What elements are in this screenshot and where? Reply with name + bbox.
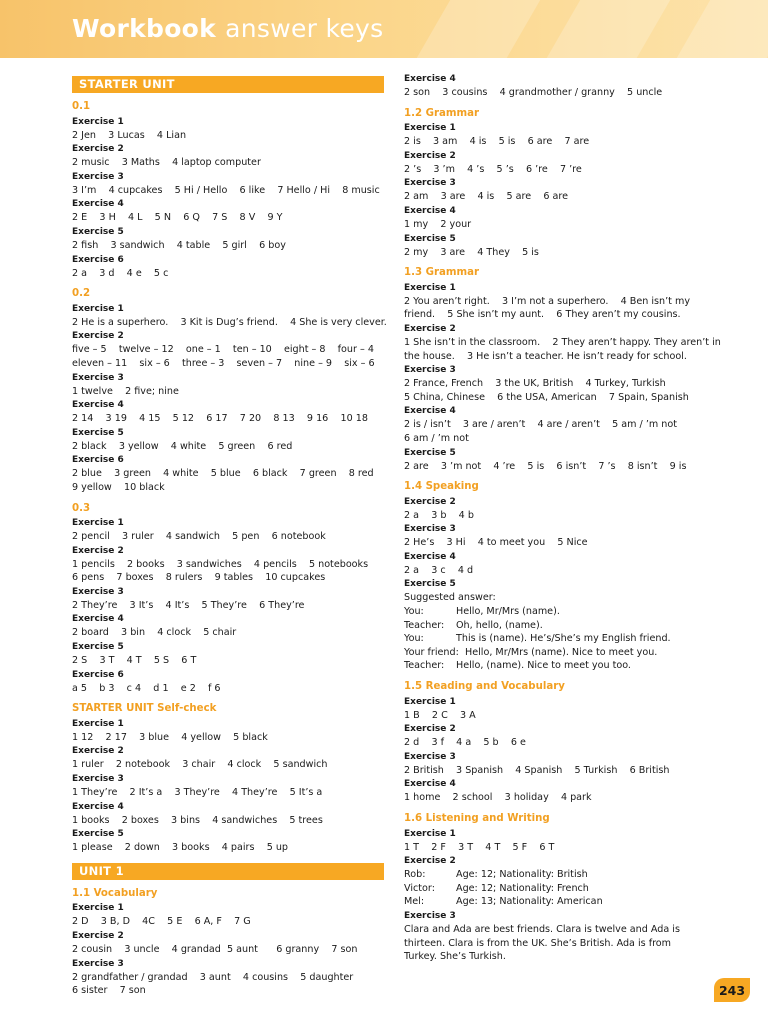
section-heading: 1.2 Grammar <box>404 107 479 119</box>
exercise-label: Exercise 4 <box>404 205 456 216</box>
exercise-label: Exercise 3 <box>404 751 456 762</box>
exercise-label: Exercise 1 <box>72 303 124 314</box>
section-heading: 1.6 Listening and Writing <box>404 813 550 824</box>
banner-stripe <box>528 0 682 58</box>
answer-line: 2 grandfather / grandad 3 aunt 4 cousins 5 daughter <box>72 971 354 983</box>
answer-line: 2 a 3 d 4 e 5 c <box>72 267 169 279</box>
page-title <box>72 14 383 43</box>
left-column <box>72 72 387 998</box>
exercise-label: Exercise 1 <box>404 696 456 707</box>
exercise-label: Exercise 3 <box>72 171 124 182</box>
exercise-label: Exercise 2 <box>72 144 124 155</box>
answer-line: 2 my 3 are 4 They 5 is <box>404 246 539 258</box>
unit-heading: STARTER UNIT <box>72 76 384 93</box>
exercise-label: Exercise 5 <box>72 226 124 237</box>
person-label: Victor: <box>404 882 435 894</box>
exercise-label: Exercise 2 <box>404 496 456 507</box>
exercise-label: Exercise 4 <box>72 614 124 625</box>
answer-line: 2 son 3 cousins 4 grandmother / granny 5 uncle <box>404 87 663 98</box>
exercise-label: Exercise 4 <box>404 74 456 84</box>
title-light: answer keys <box>225 14 384 43</box>
answer-line: 2 d 3 f 4 a 5 b 6 e <box>404 737 526 749</box>
exercise-label: Exercise 3 <box>72 774 124 785</box>
exercise-label: Exercise 2 <box>72 331 124 342</box>
exercise-label: Exercise 1 <box>72 116 124 127</box>
answer-line: 2 am 3 are 4 is 5 are 6 are <box>404 191 568 203</box>
section-heading: 0.1 <box>72 101 91 112</box>
exercise-label: Exercise 3 <box>404 524 456 535</box>
answer-paragraph: Clara and Ada are best friends. Clara is twelve and Ada is thirteen. Clara is from the UK. She’s British. Ada is from Turkey. She’s Turkish. <box>404 923 684 963</box>
answer-line: 2 You aren’t right. 3 I’m not a superhero. 4 Ben isn’t my <box>404 295 691 307</box>
dialogue-text: Oh, hello, (name). <box>456 619 543 631</box>
answer-line: 2 They’re 3 It’s 4 It’s 5 They’re 6 They’re <box>72 599 305 611</box>
answer-line: 2 pencil 3 ruler 4 sandwich 5 pen 6 notebook <box>72 531 326 543</box>
exercise-label: Exercise 5 <box>72 642 124 653</box>
dialogue-text: Hello, Mr/Mrs (name). <box>456 606 560 618</box>
exercise-label: Exercise 3 <box>404 178 456 189</box>
answer-line: 6 am / ’m not <box>404 432 469 444</box>
dialogue-text: This is (name). He’s/She’s my English friend. <box>456 633 671 645</box>
dialogue-line <box>404 659 704 673</box>
exercise-label: Exercise 3 <box>72 958 124 969</box>
answer-line: a 5 b 3 c 4 d 1 e 2 f 6 <box>72 682 221 694</box>
right-column <box>404 72 721 964</box>
answer-line: 6 pens 7 boxes 8 rulers 9 tables 10 cupcakes <box>72 572 326 584</box>
answer-line: 2 black 3 yellow 4 white 5 green 6 red <box>72 440 293 452</box>
answer-line: 2 board 3 bin 4 clock 5 chair <box>72 627 237 639</box>
answer-line: 2 cousin 3 uncle 4 grandad 5 aunt 6 granny 7 son <box>72 944 358 955</box>
answer-line: 1 books 2 boxes 3 bins 4 sandwiches 5 trees <box>72 814 323 826</box>
exercise-label: Exercise 5 <box>404 447 456 458</box>
answer-line: the house. 3 He isn’t a teacher. He isn’t ready for school. <box>404 350 687 362</box>
answer-line: 2 is 3 am 4 is 5 is 6 are 7 are <box>404 136 590 148</box>
answer-line: 2 ’s 3 ’m 4 ’s 5 ’s 6 ’re 7 ’re <box>404 163 582 175</box>
answer-line: 1 T 2 F 3 T 4 T 5 F 6 T <box>404 841 555 853</box>
answer-line: 1 pencils 2 books 3 sandwiches 4 pencils 5 notebooks <box>72 558 369 570</box>
answer-line: five – 5 twelve – 12 one – 1 ten – 10 eight – 8 four – 4 <box>72 344 374 356</box>
answer-line: 3 I’m 4 cupcakes 5 Hi / Hello 6 like 7 Hello / Hi 8 music <box>72 184 380 196</box>
answer-line: 1 my 2 your <box>404 218 472 230</box>
exercise-label: Exercise 6 <box>72 254 124 265</box>
answer-line: 2 are 3 ’m not 4 ’re 5 is 6 isn’t 7 ’s 8 isn’t 9 is <box>404 460 687 472</box>
dialogue-text: Hello, (name). Nice to meet you too. <box>456 660 631 672</box>
profile-line <box>404 868 704 882</box>
exercise-label: Exercise 4 <box>404 551 456 562</box>
answer-line: 2 a 3 c 4 d <box>404 564 474 576</box>
answer-line: 1 home 2 school 3 holiday 4 park <box>404 792 592 804</box>
exercise-label: Exercise 1 <box>72 903 124 914</box>
answer-line: friend. 5 She isn’t my aunt. 6 They aren’t my cousins. <box>404 309 681 321</box>
dialogue-line <box>404 632 704 646</box>
page-number: 243 <box>714 978 750 1002</box>
banner-stripe <box>398 0 552 58</box>
speaker-label: Your friend: <box>404 646 459 658</box>
answer-line: 9 yellow 10 black <box>72 481 165 493</box>
answer-line: 1 B 2 C 3 A <box>404 709 476 721</box>
section-heading: 1.1 Vocabulary <box>72 887 158 899</box>
answer-line: 1 ruler 2 notebook 3 chair 4 clock 5 sandwich <box>72 759 328 771</box>
profile-text: Age: 13; Nationality: American <box>456 896 603 908</box>
answer-line: 2 Jen 3 Lucas 4 Lian <box>72 129 187 141</box>
banner-stripe <box>658 0 768 58</box>
profile-line <box>404 882 704 896</box>
person-label: Rob: <box>404 869 426 881</box>
exercise-label: Exercise 4 <box>72 400 124 411</box>
exercise-label: Exercise 4 <box>404 406 456 417</box>
exercise-label: Exercise 1 <box>404 282 456 293</box>
answer-line: 2 S 3 T 4 T 5 S 6 T <box>72 655 197 667</box>
exercise-label: Exercise 2 <box>404 150 456 161</box>
answer-line: 5 China, Chinese 6 the USA, American 7 Spain, Spanish <box>404 391 689 403</box>
section-heading: 1.5 Reading and Vocabulary <box>404 681 565 693</box>
exercise-label: Exercise 5 <box>404 233 456 244</box>
profile-text: Age: 12; Nationality: British <box>456 869 588 881</box>
exercise-label: Exercise 3 <box>404 365 456 376</box>
answer-line: 1 They’re 2 It’s a 3 They’re 4 They’re 5 It’s a <box>72 787 323 799</box>
section-heading: 0.2 <box>72 288 91 300</box>
answer-line: 2 music 3 Maths 4 laptop computer <box>72 157 261 169</box>
exercise-label: Exercise 3 <box>72 372 124 383</box>
title-bold: Workbook <box>72 14 217 43</box>
exercise-label: Exercise 1 <box>404 123 456 134</box>
answer-line: eleven – 11 six – 6 three – 3 seven – 7 nine – 9 six – 6 <box>72 357 375 369</box>
header-banner <box>0 0 768 58</box>
speaker-label: Teacher: <box>404 660 445 672</box>
speaker-label: Teacher: <box>404 619 445 631</box>
exercise-label: Exercise 2 <box>404 856 456 867</box>
profile-text: Age: 12; Nationality: French <box>456 882 589 894</box>
exercise-label: Exercise 3 <box>72 586 124 597</box>
answer-line: 1 please 2 down 3 books 4 pairs 5 up <box>72 842 289 854</box>
section-heading: 1.4 Speaking <box>404 481 479 493</box>
exercise-label: Exercise 4 <box>404 779 456 790</box>
section-heading: 0.3 <box>72 502 91 514</box>
answer-line: 1 twelve 2 five; nine <box>72 385 179 397</box>
answer-line: Suggested answer: <box>404 592 496 604</box>
answer-line: 2 He’s 3 Hi 4 to meet you 5 Nice <box>404 537 588 549</box>
exercise-label: Exercise 6 <box>72 669 124 680</box>
section-heading: 1.3 Grammar <box>404 267 479 279</box>
answer-line: 2 fish 3 sandwich 4 table 5 girl 6 boy <box>72 239 286 251</box>
exercise-label: Exercise 6 <box>72 455 124 466</box>
answer-line: 2 He is a superhero. 3 Kit is Dug’s friend. 4 She is very clever. <box>72 316 387 328</box>
exercise-label: Exercise 5 <box>72 427 124 438</box>
exercise-label: Exercise 4 <box>72 199 124 210</box>
speaker-label: You: <box>404 633 424 645</box>
exercise-label: Exercise 2 <box>404 724 456 735</box>
exercise-label: Exercise 2 <box>404 323 456 334</box>
answer-line: 2 14 3 19 4 15 5 12 6 17 7 20 8 13 9 16 10 18 <box>72 413 368 425</box>
exercise-label: Exercise 5 <box>404 579 456 590</box>
exercise-label: Exercise 4 <box>72 801 124 812</box>
exercise-label: Exercise 2 <box>72 545 124 556</box>
profile-line <box>404 895 704 909</box>
dialogue-line <box>404 619 704 633</box>
dialogue-line <box>404 646 704 660</box>
answer-line: 2 is / isn’t 3 are / aren’t 4 are / aren’t 5 am / ’m not <box>404 419 677 431</box>
answer-line: 2 France, French 3 the UK, British 4 Turkey, Turkish <box>404 378 666 390</box>
exercise-label: Exercise 5 <box>72 829 124 840</box>
dialogue-text: Hello, Mr/Mrs (name). Nice to meet you. <box>465 646 658 658</box>
answer-line: 2 D 3 B, D 4C 5 E 6 A, F 7 G <box>72 916 251 928</box>
exercise-label: Exercise 3 <box>404 910 456 921</box>
exercise-label: Exercise 1 <box>72 718 124 729</box>
answer-line: 2 blue 3 green 4 white 5 blue 6 black 7 green 8 red <box>72 468 374 480</box>
exercise-label: Exercise 2 <box>72 931 124 941</box>
answer-line: 1 She isn’t in the classroom. 2 They aren’t happy. They aren’t in <box>404 336 721 348</box>
section-heading: STARTER UNIT Self-check <box>72 703 217 715</box>
answer-line: 6 sister 7 son <box>72 985 146 997</box>
exercise-label: Exercise 1 <box>404 828 456 839</box>
unit-heading: UNIT 1 <box>72 863 384 880</box>
answer-line: 1 12 2 17 3 blue 4 yellow 5 black <box>72 731 268 743</box>
exercise-label: Exercise 1 <box>72 518 124 529</box>
exercise-label: Exercise 2 <box>72 746 124 757</box>
answer-line: 2 British 3 Spanish 4 Spanish 5 Turkish 6 British <box>404 764 670 776</box>
person-label: Mel: <box>404 896 425 908</box>
speaker-label: You: <box>404 606 424 618</box>
dialogue-line <box>404 605 704 619</box>
answer-line: 2 a 3 b 4 b <box>404 509 474 521</box>
answer-line: 2 E 3 H 4 L 5 N 6 Q 7 S 8 V 9 Y <box>72 212 283 224</box>
